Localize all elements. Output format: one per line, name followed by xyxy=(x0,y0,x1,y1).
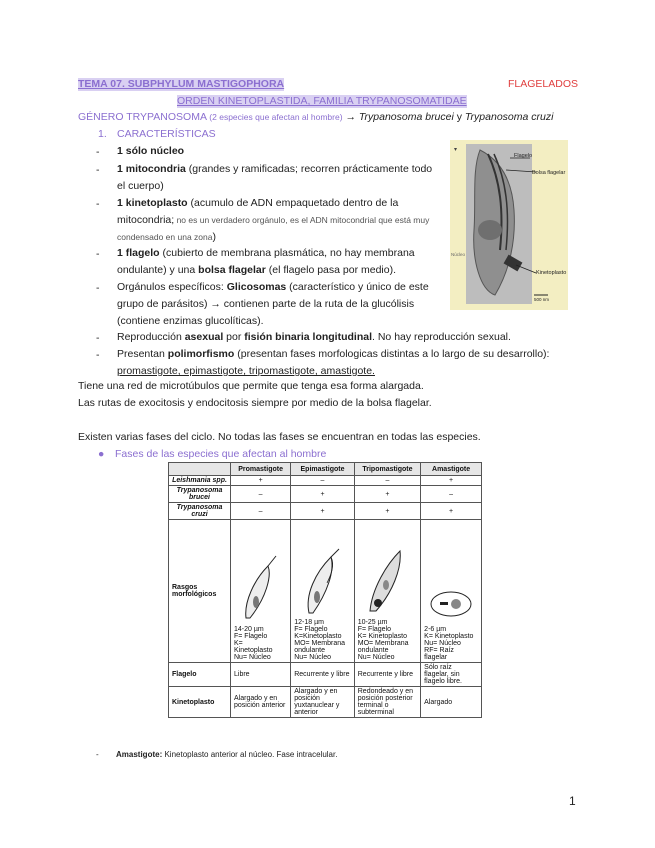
bullet-dash: - xyxy=(96,248,100,260)
table-cell: – xyxy=(354,476,420,486)
table-cell: Alargado xyxy=(421,687,482,718)
fases-heading: Fases de las especies que afectan al hombre xyxy=(115,448,327,460)
species-and: y xyxy=(453,111,465,123)
table-cell: Libre xyxy=(231,663,291,687)
table-row xyxy=(169,687,482,718)
table-cell: + xyxy=(291,486,355,503)
micrograph-label-bolsa: Bolsa flagelar xyxy=(532,170,566,176)
table-cell: 12-18 µm F= Flagelo K=Kinetoplasto MO= Membrana ondulante Nu= Núcleo xyxy=(291,520,355,663)
table-row xyxy=(169,503,482,520)
list-item: 1 mitocondria (grandes y ramificadas; recorren prácticamente todo el cuerpo) xyxy=(117,163,433,192)
bullet-dot: ● xyxy=(98,448,105,460)
table-cell: Sólo raíz flagelar, sin flagelo libre. xyxy=(421,663,482,687)
table-cell: – xyxy=(231,503,291,520)
list-item: 1 flagelo (cubierto de membrana plasmática, no hay membrana ondulante) y una bolsa flagelar (el flagelo pasa por medio). xyxy=(117,247,415,276)
table-cell: – xyxy=(291,476,355,486)
bullet-dash: - xyxy=(96,198,100,210)
species-1: Trypanosoma brucei xyxy=(358,111,454,123)
table-header-cell: Amastigote xyxy=(421,463,482,476)
row-header: Rasgos morfológicos xyxy=(169,520,231,663)
list-item: Orgánulos específicos: Glicosomas (característico y único de este grupo de parásitos) → contienen parte de la ruta de la glucólisis (contiene enzimas glucolíticas). xyxy=(117,281,429,327)
table-cell: – xyxy=(421,486,482,503)
table-cell: 14-20 µm F= Flagelo K= Kinetoplasto Nu= Núcleo xyxy=(231,520,291,663)
micrograph-scale-label: 500 nm xyxy=(534,297,550,302)
table-cell: + xyxy=(421,476,482,486)
table-header-cell: Epimastigote xyxy=(291,463,355,476)
table-row xyxy=(169,663,482,687)
table-cell: + xyxy=(354,486,420,503)
tripomastigote-drawing xyxy=(362,545,412,617)
species-2: Trypanosoma cruzi xyxy=(464,111,554,123)
table-cell: Alargado y en posición anterior xyxy=(231,687,291,718)
genus-note: (2 especies que afectan al hombre) xyxy=(209,112,343,122)
table-header-cell xyxy=(169,463,231,476)
amastigote-drawing xyxy=(426,584,476,624)
table-cell: + xyxy=(231,476,291,486)
bullet-dash: - xyxy=(96,282,100,294)
genus-label: GÉNERO TRYPANOSOMA xyxy=(78,111,207,123)
section-title: CARACTERÍSTICAS xyxy=(117,128,216,140)
table-header-row xyxy=(169,463,482,476)
page-number: 1 xyxy=(569,794,576,808)
bullet-dash: - xyxy=(96,349,100,361)
bullet-dash: - xyxy=(96,164,100,176)
micrograph-label-kinetoplasto: Kinetoplasto xyxy=(536,270,567,276)
paragraph: Las rutas de exocitosis y endocitosis siempre por medio de la bolsa flagelar. xyxy=(78,397,432,409)
epimastigote-drawing xyxy=(297,545,347,617)
table-cell: Alargado y en posición yuxtanuclear y anterior xyxy=(291,687,355,718)
document-title: TEMA 07. SUBPHYLUM MASTIGOPHORA xyxy=(78,78,285,90)
micrograph-image xyxy=(450,140,568,310)
genus-line xyxy=(78,111,553,124)
table-cell: Redondeado y en posición posterior terminal o subterminal xyxy=(354,687,420,718)
phases-table xyxy=(168,462,482,718)
row-header: Leishmania spp. xyxy=(169,476,231,486)
bullet-dash: - xyxy=(96,332,100,344)
micrograph-label-flagelo: Flagelo xyxy=(514,153,533,159)
list-item: 1 sólo núcleo xyxy=(117,145,185,157)
table-cell: 2-6 µm K= Kinetoplasto Nu= Núcleo RF= Raíz flagelar xyxy=(421,520,482,663)
list-item: 1 kinetoplasto (acumulo de ADN empaquetado dentro de la mitocondria; no es un verdadero orgánulo, es el ADN mitocondrial que está muy condensado en una zona) xyxy=(117,197,430,243)
bullet-dash: - xyxy=(96,750,99,759)
table-cell: + xyxy=(291,503,355,520)
row-header: Trypanosoma brucei xyxy=(169,486,231,503)
document-subtitle: ORDEN KINETOPLASTIDA, FAMILIA TRYPANOSOMATIDAE xyxy=(177,95,467,107)
table-cell: 10-25 µm F= Flagelo K= Kinetoplasto MO= Membrana ondulante Nu= Núcleo xyxy=(354,520,420,663)
row-header: Kinetoplasto xyxy=(169,687,231,718)
row-header: Flagelo xyxy=(169,663,231,687)
table-row xyxy=(169,476,482,486)
list-item: Reproducción asexual por fisión binaria longitudinal. No hay reproducción sexual. xyxy=(117,331,511,343)
list-item: Presentan polimorfismo (presentan fases morfologicas distintas a lo largo de su desarrollo): promastigote, epimastigote, tripomastigote, amastigote. xyxy=(117,348,550,377)
table-header-cell: Promastigote xyxy=(231,463,291,476)
table-cell: + xyxy=(354,503,420,520)
promastigote-drawing xyxy=(236,552,286,624)
paragraph: Tiene una red de microtúbulos que permite que tenga esa forma alargada. xyxy=(78,380,424,392)
table-row xyxy=(169,486,482,503)
micrograph-label-nucleo: Núcleo xyxy=(451,252,466,257)
topic-tag: FLAGELADOS xyxy=(508,78,579,90)
paragraph: Existen varias fases del ciclo. No todas las fases se encuentran en todas las especies. xyxy=(78,431,481,443)
footnote: Amastigote: Kinetoplasto anterior al núcleo. Fase intracelular. xyxy=(116,750,338,759)
bullet-dash: - xyxy=(96,146,100,158)
table-header-cell: Tripomastigote xyxy=(354,463,420,476)
arrow-glyph: → xyxy=(345,111,356,123)
table-cell: – xyxy=(231,486,291,503)
row-header: Trypanosoma cruzi xyxy=(169,503,231,520)
table-cell: Recurrente y libre xyxy=(291,663,355,687)
table-cell: + xyxy=(421,503,482,520)
table-cell: Recurrente y libre xyxy=(354,663,420,687)
section-number: 1. xyxy=(98,128,107,140)
table-row xyxy=(169,520,482,663)
